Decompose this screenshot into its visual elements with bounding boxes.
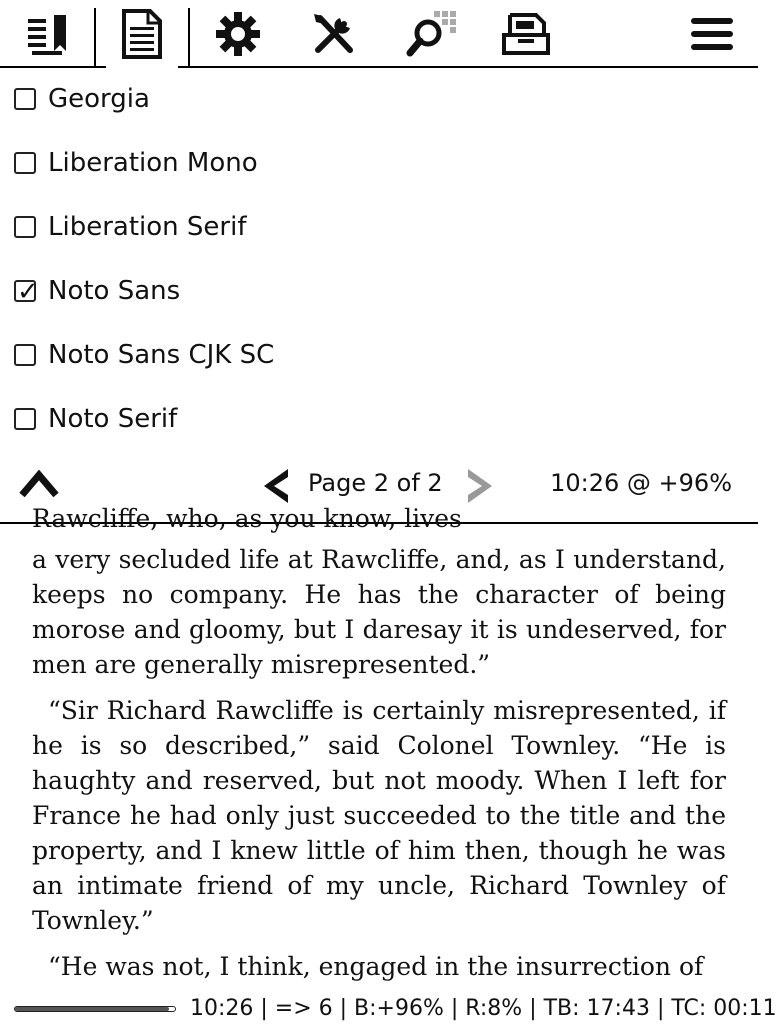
- font-option-liberation-serif[interactable]: [14, 207, 246, 247]
- document-icon[interactable]: [114, 6, 170, 62]
- chevron-up-icon[interactable]: [18, 467, 60, 505]
- checkbox[interactable]: [14, 216, 36, 238]
- page-label: Page 2 of 2: [308, 469, 443, 497]
- font-option-noto-serif[interactable]: [14, 399, 177, 439]
- paragraph: a very secluded life at Rawcliffe, and, as I understand, keeps no company. He has the character of being morose and gloomy, but I daresay it is undeserved, for men are generally misrepresented.”: [32, 545, 726, 679]
- font-option-label: Noto Sans: [48, 276, 181, 306]
- checkbox[interactable]: [14, 408, 36, 430]
- book-page: [32, 504, 726, 994]
- toolbar-separator: [94, 8, 96, 68]
- status-bar: [0, 996, 777, 1024]
- font-option-georgia[interactable]: [14, 79, 150, 119]
- font-option-label: Georgia: [48, 84, 150, 114]
- toc-icon[interactable]: [20, 6, 76, 62]
- font-option-noto-sans-cjk-sc[interactable]: [14, 335, 274, 375]
- archive-icon[interactable]: [498, 6, 554, 62]
- gear-icon[interactable]: [210, 6, 266, 62]
- checkbox[interactable]: [14, 88, 36, 110]
- paragraph: “Sir Richard Rawcliffe is certainly misrepresented, if he is so described,” said Colonel Townley. “He is haughty and reserved, but not moody. When I left for France he had only just succeeded to the title and the property, and I knew little of him then, though he was an intimate friend of my uncle, Richard Townley of Townley.”: [32, 696, 726, 935]
- top-toolbar: [0, 0, 758, 68]
- progress-fill: [15, 1007, 169, 1011]
- font-option-noto-sans[interactable]: [14, 271, 180, 311]
- clock-battery: 10:26 @ +96%: [550, 469, 732, 497]
- checkbox[interactable]: [14, 152, 36, 174]
- chevron-right-icon[interactable]: [462, 467, 498, 509]
- tools-icon[interactable]: [306, 6, 362, 62]
- toolbar-separator: [188, 8, 190, 68]
- checkbox[interactable]: [14, 344, 36, 366]
- partial-text-line: Rawcliffe, who, as you know, lives: [32, 504, 462, 533]
- font-option-label: Noto Serif: [48, 404, 178, 434]
- search-icon[interactable]: [402, 6, 458, 62]
- font-option-label: Liberation Mono: [48, 148, 258, 178]
- progress-bar[interactable]: [14, 1006, 176, 1012]
- status-text: 10:26 | => 6 | B:+96% | R:8% | TB: 17:43 | TC: 00:11: [190, 996, 777, 1021]
- paragraph: “He was not, I think, engaged in the insurrection of: [48, 952, 704, 981]
- checkbox-checked[interactable]: [14, 280, 36, 302]
- font-option-liberation-mono[interactable]: [14, 143, 258, 183]
- font-option-label: Liberation Serif: [48, 212, 247, 242]
- font-option-label: Noto Sans CJK SC: [48, 340, 275, 370]
- menu-icon[interactable]: [684, 6, 740, 62]
